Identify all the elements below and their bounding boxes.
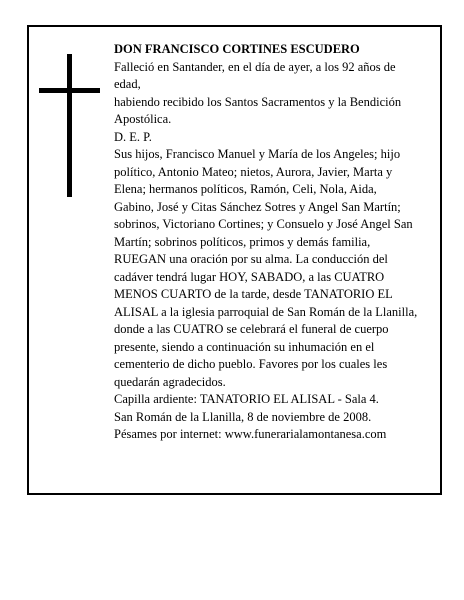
cross-icon: [67, 54, 72, 197]
obituary-text: [114, 41, 419, 444]
death-announcement: Falleció en Santander, en el día de ayer, a los 92 años de edad,: [114, 59, 396, 91]
dep-line: D. E. P.: [114, 129, 152, 144]
place-date-line: San Román de la Llanilla, 8 de noviembre de 2008.: [114, 409, 372, 424]
funeral-details: RUEGAN una oración por su alma. La conducción del cadáver tendrá lugar HOY, SABADO, a las CUATRO MENOS CUARTO de la tarde, desde TANATORIO EL ALISAL a la iglesia parroquial de San Román de la Llanilla, donde a las CUATRO se celebrará el funeral de cuerpo presente, siendo a continuación su inhumación en el cementerio de dicho pueblo. Favores por los cuales les quedarán agradecidos.: [114, 252, 418, 389]
sacraments-line: habiendo recibido los Santos Sacramentos y la Bendición Apostólica.: [114, 94, 402, 126]
condolences-line: Pésames por internet: www.funerarialamontanesa.com: [114, 427, 387, 441]
family-list: Sus hijos, Francisco Manuel y María de los Angeles; hijo político, Antonio Mateo; nietos, Aurora, Javier, Marta y Elena; hermanos políticos, Ramón, Celi, Nola, Aida, Gabino, José y Citas Sánchez Sotres y Angel San Martín; sobrinos, Victoriano Cortines; y Consuelo y José Angel San Martín; sobrinos políticos, primos y demás familia,: [114, 147, 413, 249]
obituary-notice: [27, 25, 442, 495]
chapel-line: Capilla ardiente: TANATORIO EL ALISAL - Sala 4.: [114, 392, 379, 406]
cross-icon-bar: [39, 88, 100, 93]
deceased-name: DON FRANCISCO CORTINES ESCUDERO: [114, 42, 360, 56]
